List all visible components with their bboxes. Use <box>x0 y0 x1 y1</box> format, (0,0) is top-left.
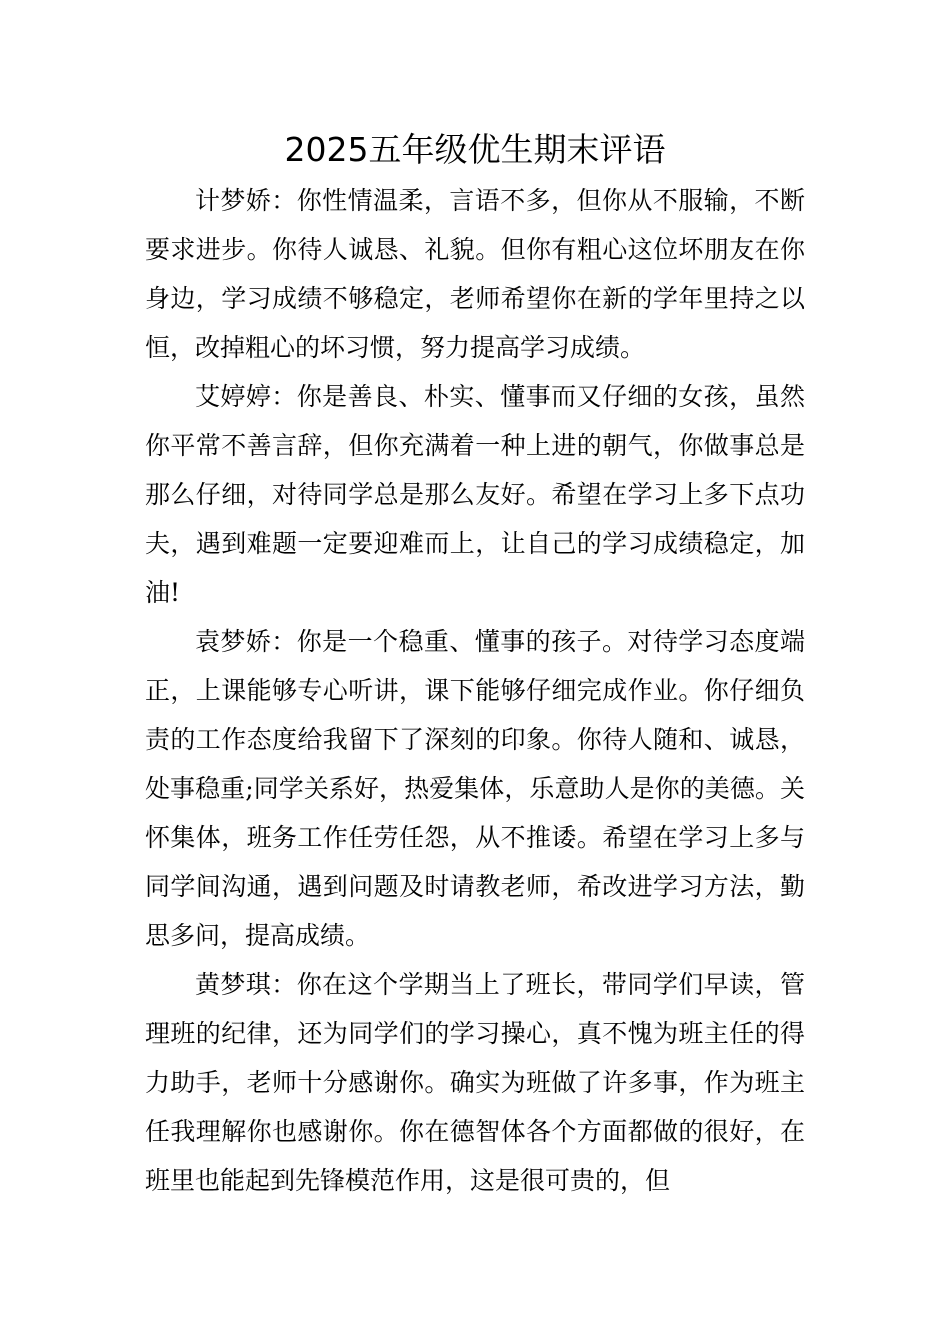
document-body <box>145 176 805 1205</box>
comment-paragraph-2: 艾婷婷：你是善良、朴实、懂事而又仔细的女孩，虽然你平常不善言辞，但你充满着一种上进的朝气，你做事总是那么仔细，对待同学总是那么友好。希望在学习上多下点功夫，遇到难题一定要迎难而上，让自己的学习成绩稳定，加油! <box>145 382 805 607</box>
comment-paragraph-3: 袁梦娇：你是一个稳重、懂事的孩子。对待学习态度端正，上课能够专心听讲，课下能够仔细完成作业。你仔细负责的工作态度给我留下了深刻的印象。你待人随和、诚恳，处事稳重;同学关系好，热爱集体，乐意助人是你的美德。关怀集体，班务工作任劳任怨，从不推诿。希望在学习上多与同学间沟通，遇到问题及时请教老师，希改进学习方法，勤思多问，提高成绩。 <box>145 627 805 950</box>
comment-paragraph-1: 计梦娇：你性情温柔，言语不多，但你从不服输，不断要求进步。你待人诚恳、礼貌。但你有粗心这位坏朋友在你身边，学习成绩不够稳定，老师希望你在新的学年里持之以恒，改掉粗心的坏习惯，努力提高学习成绩。 <box>145 186 805 362</box>
document-title: 2025五年级优生期末评语 <box>284 130 666 169</box>
comment-paragraph-4: 黄梦琪：你在这个学期当上了班长，带同学们早读，管理班的纪律，还为同学们的学习操心，真不愧为班主任的得力助手，老师十分感谢你。确实为班做了许多事，作为班主任我理解你也感谢你。你在德智体各个方面都做的很好，在班里也能起到先锋模范作用，这是很可贵的，但 <box>145 970 805 1195</box>
